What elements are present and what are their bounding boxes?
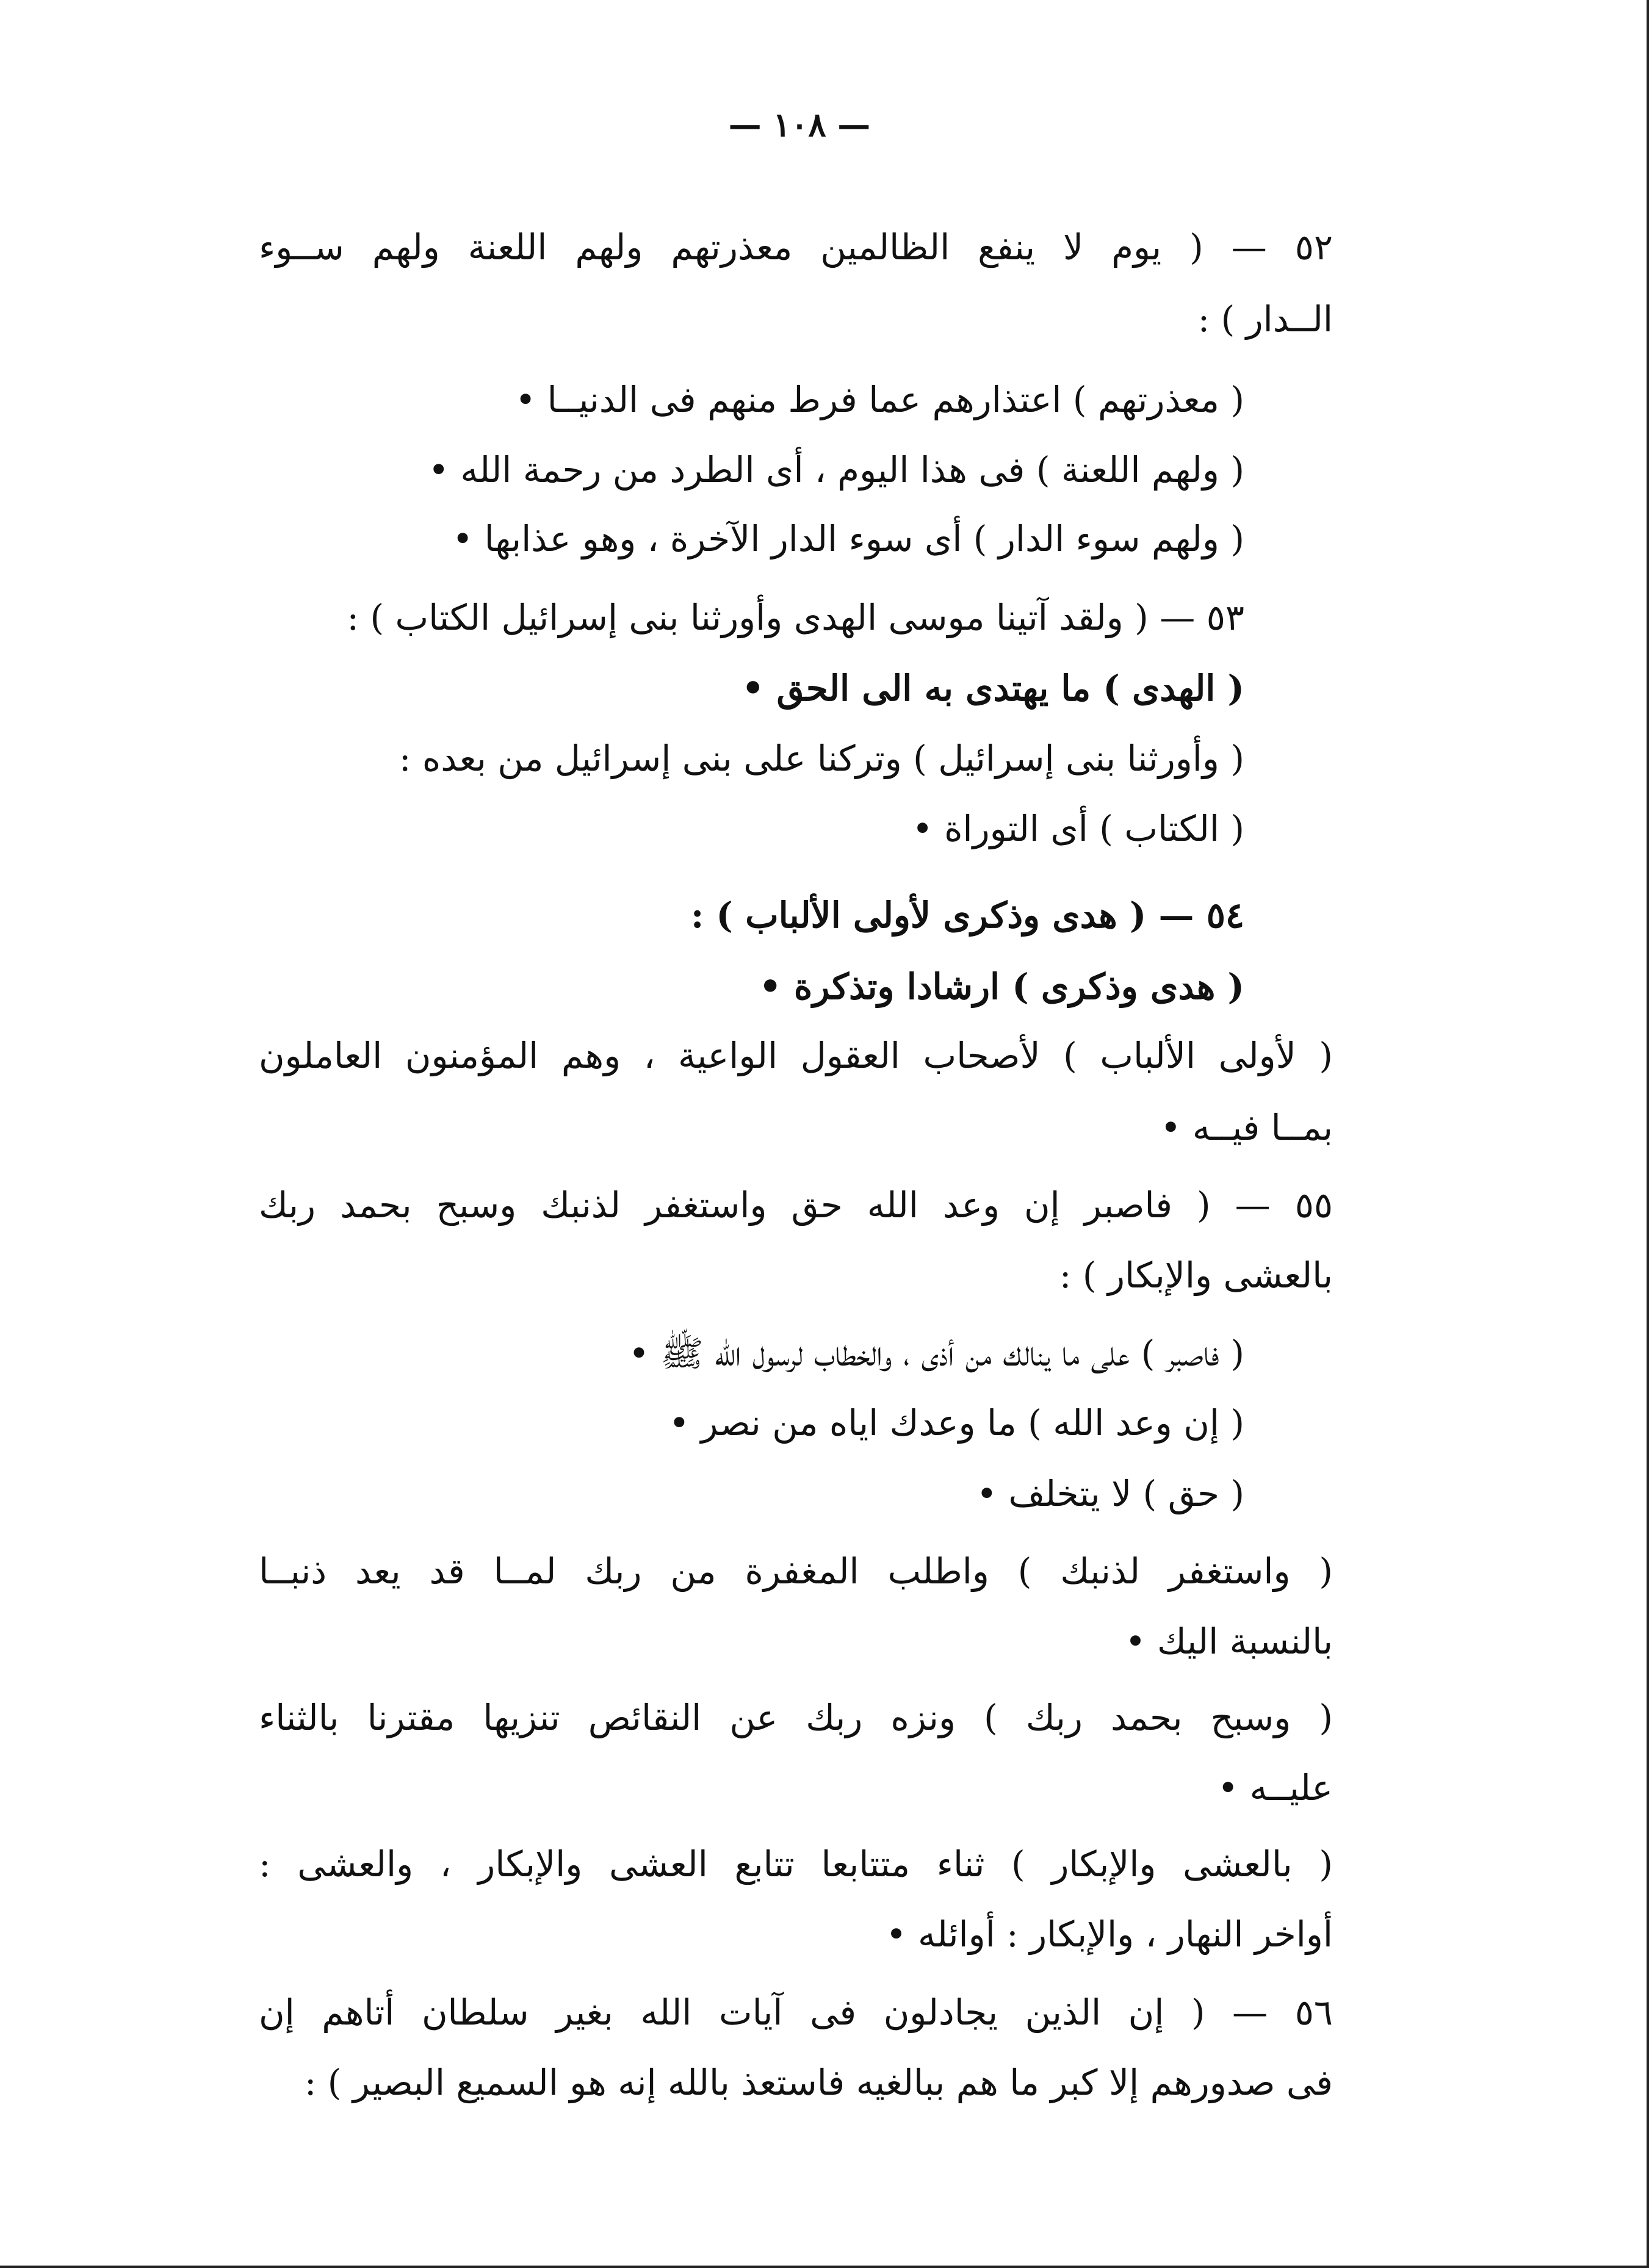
page-border-bottom xyxy=(0,2266,1649,2268)
gloss-line: ( هدى وذكرى ) ارشادا وتذكرة • xyxy=(759,966,1244,1007)
page-number: — ١٠٨ — xyxy=(728,105,871,144)
gloss-line: ( وسبح بحمد ربك ) ونزه ربك عن النقائص تنزيها مقترنا بالثناء xyxy=(259,1697,1333,1738)
page-border-right xyxy=(1647,0,1649,2268)
gloss-line: ( إن وعد الله ) ما وعدك اياه من نصر • xyxy=(668,1402,1244,1444)
gloss-line: ( فاصبر ) على ما ينالك من أذى ، والخطاب لرسول الله ﷺ • xyxy=(628,1333,1244,1374)
verse-52-line-2: الــدار ) : xyxy=(1197,298,1333,340)
verse-55-line-1: ٥٥ — ( فاصبر إن وعد الله حق واستغفر لذنبك وسبح بحمد ربك xyxy=(259,1184,1333,1226)
gloss-line: ( ولهم سوء الدار ) أى سوء الدار الآخرة ، وهو عذابها • xyxy=(452,518,1244,560)
gloss-line: ( الكتاب ) أى التوراة • xyxy=(912,808,1244,849)
gloss-line: بالنسبة اليك • xyxy=(1125,1621,1333,1662)
verse-53-line-1: ٥٣ — ( ولقد آتينا موسى الهدى وأورثنا بنى إسرائيل الكتاب ) : xyxy=(347,597,1244,638)
gloss-line: عليــه • xyxy=(1217,1767,1333,1809)
gloss-line: ( لأولى الألباب ) لأصحاب العقول الواعية ، وهم المؤمنون العاملون xyxy=(259,1035,1333,1076)
gloss-line: ( بالعشى والإبكار ) ثناء متتابعا تتابع العشى والإبكار ، والعشى : xyxy=(259,1843,1333,1885)
gloss-line: ( وأورثنا بنى إسرائيل ) وتركنا على بنى إسرائيل من بعده : xyxy=(399,738,1244,779)
verse-55-line-2: بالعشى والإبكار ) : xyxy=(1059,1255,1333,1296)
gloss-line: أواخر النهار ، والإبكار : أوائله • xyxy=(886,1913,1333,1955)
verse-56-line-1: ٥٦ — ( إن الذين يجادلون فى آيات الله بغير سلطان أتاهم إن xyxy=(259,1992,1333,2033)
verse-56-line-2: فى صدورهم إلا كبر ما هم ببالغيه فاستعذ بالله إنه هو السميع البصير ) : xyxy=(304,2062,1333,2103)
verse-52-line-1: ٥٢ — ( يوم لا ينفع الظالمين معذرتهم ولهم اللعنة ولهم ســوء xyxy=(259,226,1333,268)
gloss-line: ( واستغفر لذنبك ) واطلب المغفرة من ربك لمــا قد يعد ذنبــا xyxy=(259,1550,1333,1592)
gloss-line: بمــا فيــه • xyxy=(1160,1107,1333,1148)
verse-54-line-1: ٥٤ — ( هدى وذكرى لأولى الألباب ) : xyxy=(690,895,1244,936)
gloss-line: ( ولهم اللعنة ) فى هذا اليوم ، أى الطرد من رحمة الله • xyxy=(428,449,1244,491)
gloss-line: ( الهدى ) ما يهتدى به الى الحق • xyxy=(742,668,1244,709)
gloss-line: ( معذرتهم ) اعتذارهم عما فرط منهم فى الدنيــا • xyxy=(514,379,1244,420)
gloss-line: ( حق ) لا يتخلف • xyxy=(976,1473,1244,1514)
